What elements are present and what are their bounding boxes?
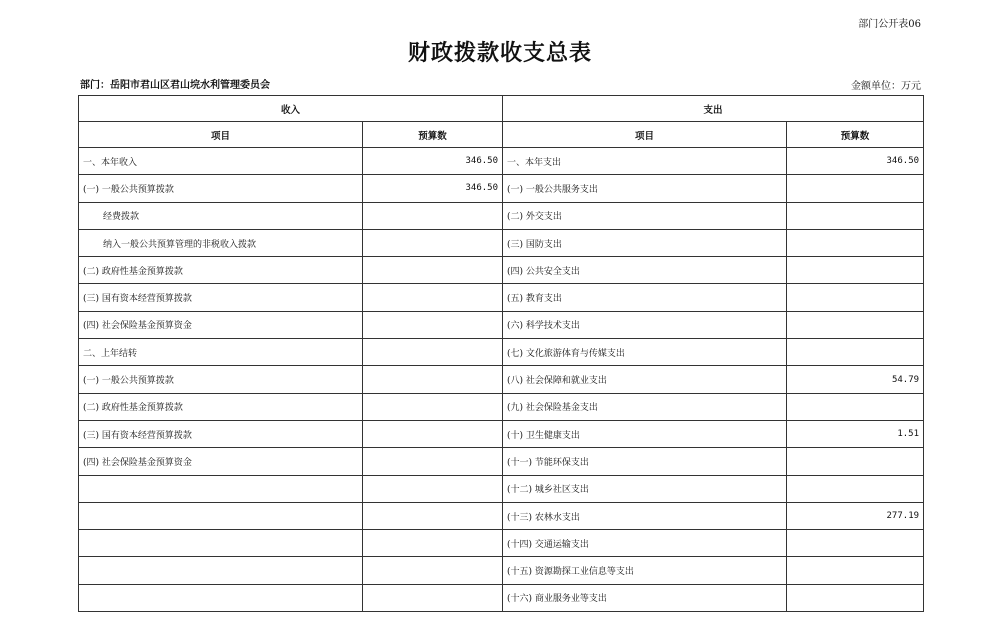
income-budget-cell bbox=[363, 530, 503, 557]
income-item-header: 项目 bbox=[79, 122, 363, 148]
expense-item-cell: (十四) 交通运输支出 bbox=[503, 530, 787, 557]
table-row bbox=[79, 393, 924, 420]
expense-budget-cell: 54.79 bbox=[787, 366, 924, 393]
income-item-cell bbox=[79, 557, 363, 584]
department-label: 部门：岳阳市君山区君山垸水利管理委员会 bbox=[80, 80, 270, 91]
table-row bbox=[79, 202, 924, 229]
income-item-cell: 纳入一般公共预算管理的非税收入拨款 bbox=[79, 229, 363, 256]
expense-budget-cell bbox=[787, 202, 924, 229]
income-budget-cell bbox=[363, 229, 503, 256]
income-budget-cell bbox=[363, 284, 503, 311]
expense-budget-cell bbox=[787, 584, 924, 611]
income-item-cell: (四) 社会保险基金预算资金 bbox=[79, 448, 363, 475]
income-budget-cell bbox=[363, 202, 503, 229]
income-item-cell: (四) 社会保险基金预算资金 bbox=[79, 311, 363, 338]
income-item-cell: (一) 一般公共预算拨款 bbox=[79, 366, 363, 393]
expense-item-cell: (四) 公共安全支出 bbox=[503, 257, 787, 284]
income-item-cell: (二) 政府性基金预算拨款 bbox=[79, 257, 363, 284]
expense-budget-cell bbox=[787, 339, 924, 366]
expense-budget-cell bbox=[787, 448, 924, 475]
income-item-cell bbox=[79, 584, 363, 611]
income-item-cell bbox=[79, 475, 363, 502]
expense-item-cell: 一、本年支出 bbox=[503, 148, 787, 175]
income-item-cell: (一) 一般公共预算拨款 bbox=[79, 175, 363, 202]
income-budget-cell bbox=[363, 584, 503, 611]
income-budget-cell bbox=[363, 475, 503, 502]
income-item-cell: (二) 政府性基金预算拨款 bbox=[79, 393, 363, 420]
table-row bbox=[79, 530, 924, 557]
income-budget-cell bbox=[363, 257, 503, 284]
table-row bbox=[79, 420, 924, 447]
expense-budget-cell bbox=[787, 311, 924, 338]
expense-item-cell: (九) 社会保险基金支出 bbox=[503, 393, 787, 420]
table-row bbox=[79, 311, 924, 338]
expense-item-header: 项目 bbox=[503, 122, 787, 148]
table-row bbox=[79, 448, 924, 475]
expense-item-cell: (一) 一般公共服务支出 bbox=[503, 175, 787, 202]
expense-item-cell: (十) 卫生健康支出 bbox=[503, 420, 787, 447]
expense-item-cell: (二) 外交支出 bbox=[503, 202, 787, 229]
income-item-cell: (三) 国有资本经营预算拨款 bbox=[79, 420, 363, 447]
expense-budget-cell bbox=[787, 284, 924, 311]
expense-item-cell: (八) 社会保障和就业支出 bbox=[503, 366, 787, 393]
income-budget-cell bbox=[363, 448, 503, 475]
income-budget-cell bbox=[363, 393, 503, 420]
income-budget-header: 预算数 bbox=[363, 122, 503, 148]
expense-budget-cell bbox=[787, 257, 924, 284]
income-budget-cell bbox=[363, 311, 503, 338]
expense-item-cell: (十六) 商业服务业等支出 bbox=[503, 584, 787, 611]
expense-budget-cell bbox=[787, 475, 924, 502]
expense-item-cell: (三) 国防支出 bbox=[503, 229, 787, 256]
column-header-row bbox=[79, 122, 924, 148]
income-budget-cell: 346.50 bbox=[363, 148, 503, 175]
expense-budget-cell bbox=[787, 175, 924, 202]
form-number: 部门公开表06 bbox=[858, 19, 921, 30]
expense-budget-cell bbox=[787, 393, 924, 420]
expense-item-cell: (十二) 城乡社区支出 bbox=[503, 475, 787, 502]
page-title: 财政拨款收支总表 bbox=[407, 40, 592, 66]
income-item-cell: (三) 国有资本经营预算拨款 bbox=[79, 284, 363, 311]
expense-item-cell: (六) 科学技术支出 bbox=[503, 311, 787, 338]
expense-item-cell: (十五) 资源勘探工业信息等支出 bbox=[503, 557, 787, 584]
table-row bbox=[79, 584, 924, 611]
table-row bbox=[79, 502, 924, 529]
table-row bbox=[79, 475, 924, 502]
income-item-cell bbox=[79, 502, 363, 529]
income-item-cell: 经费拨款 bbox=[79, 202, 363, 229]
group-header-row bbox=[79, 96, 924, 122]
expense-group-header: 支出 bbox=[503, 96, 924, 122]
budget-table bbox=[78, 95, 924, 612]
expense-budget-header: 预算数 bbox=[787, 122, 924, 148]
expense-item-cell: (十一) 节能环保支出 bbox=[503, 448, 787, 475]
table-row bbox=[79, 175, 924, 202]
expense-budget-cell bbox=[787, 229, 924, 256]
expense-budget-cell: 1.51 bbox=[787, 420, 924, 447]
table-row bbox=[79, 148, 924, 175]
expense-item-cell: (十三) 农林水支出 bbox=[503, 502, 787, 529]
income-item-cell: 一、本年收入 bbox=[79, 148, 363, 175]
expense-budget-cell bbox=[787, 557, 924, 584]
income-budget-cell bbox=[363, 420, 503, 447]
table-row bbox=[79, 339, 924, 366]
table-row bbox=[79, 557, 924, 584]
income-group-header: 收入 bbox=[79, 96, 503, 122]
expense-budget-cell bbox=[787, 530, 924, 557]
expense-budget-cell: 346.50 bbox=[787, 148, 924, 175]
expense-item-cell: (七) 文化旅游体育与传媒支出 bbox=[503, 339, 787, 366]
income-budget-cell bbox=[363, 502, 503, 529]
table-row bbox=[79, 229, 924, 256]
table-row bbox=[79, 284, 924, 311]
income-budget-cell bbox=[363, 366, 503, 393]
expense-item-cell: (五) 教育支出 bbox=[503, 284, 787, 311]
table-row bbox=[79, 366, 924, 393]
income-item-cell bbox=[79, 530, 363, 557]
income-budget-cell: 346.50 bbox=[363, 175, 503, 202]
expense-budget-cell: 277.19 bbox=[787, 502, 924, 529]
income-budget-cell bbox=[363, 339, 503, 366]
income-budget-cell bbox=[363, 557, 503, 584]
table-row bbox=[79, 257, 924, 284]
amount-unit-label: 金额单位：万元 bbox=[851, 81, 921, 92]
income-item-cell: 二、上年结转 bbox=[79, 339, 363, 366]
